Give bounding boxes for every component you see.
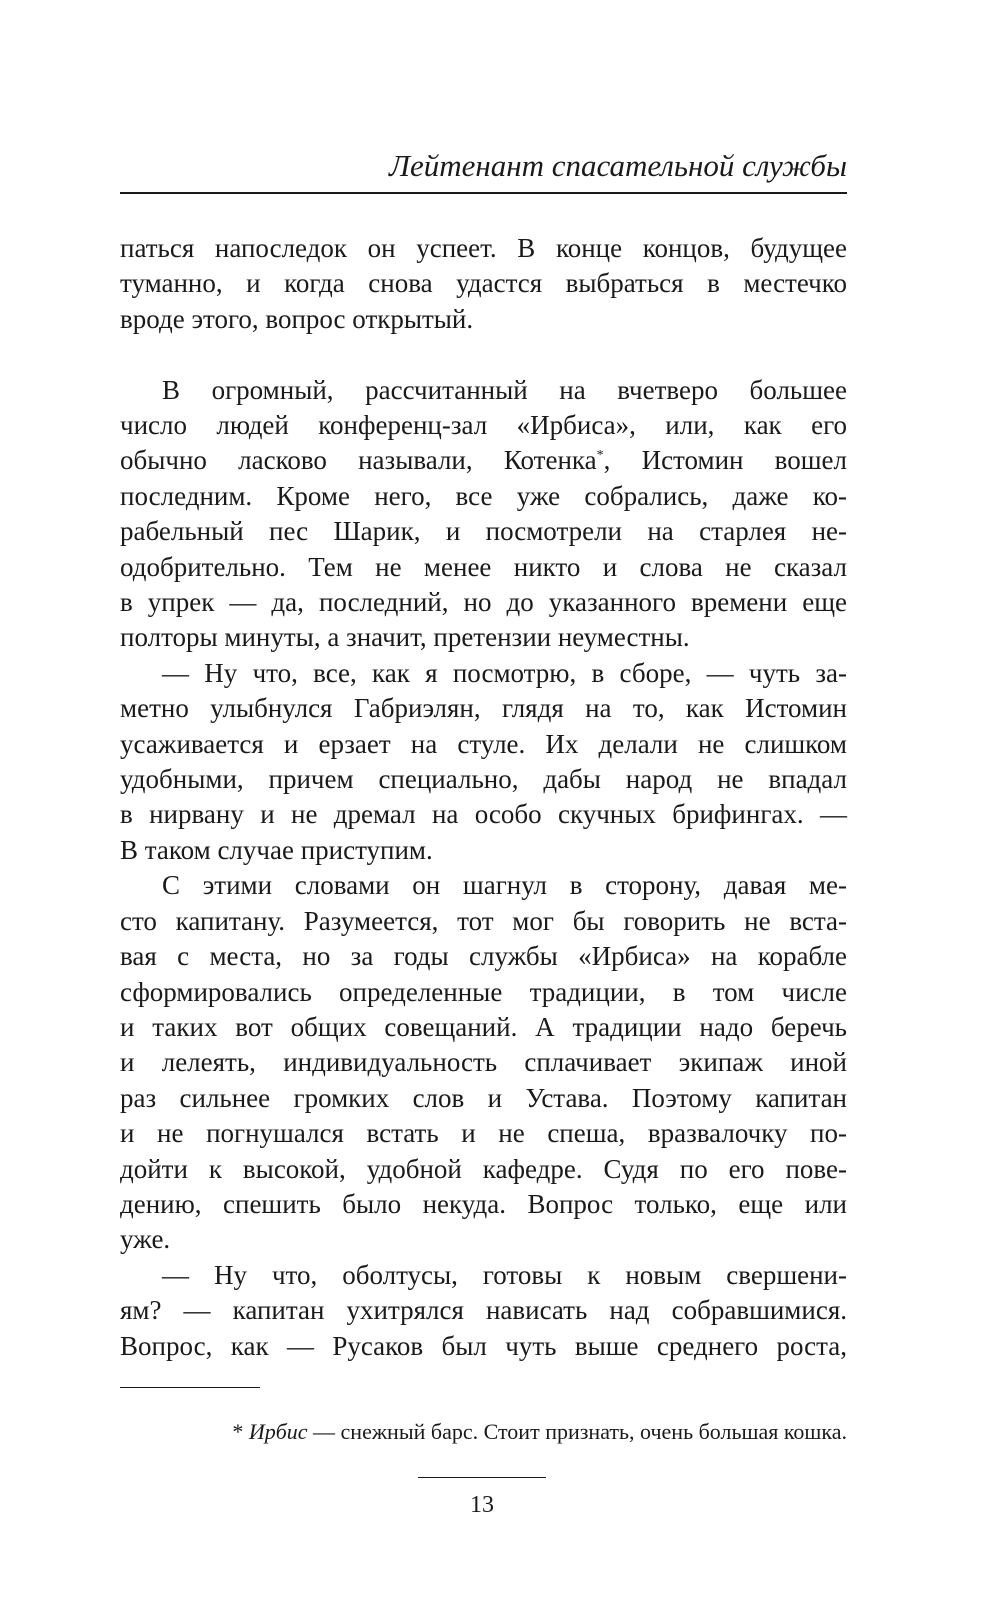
paragraph-1 [120,231,847,337]
footnote-rule [120,1387,260,1388]
footnote-term: Ирбис [248,1419,308,1444]
text-line: Вопрос, как — Русаков был чуть выше среднего роста, [120,1330,847,1361]
text-line: усаживается и ерзает на стуле. Их делали не слишком [120,728,847,759]
text-line: метно улыбнулся Габриэлян, глядя на то, как Истомин [120,693,847,724]
footnote [120,1418,847,1446]
text-line: туманно, и когда снова удастся выбраться в местечко [120,268,847,299]
footnote-text: — снежный барс. Стоит признать, очень большая кошка. [307,1419,847,1444]
text-line: дению, спешить было некуда. Вопрос только, еще или [120,1188,847,1219]
text-line: одобрительно. Тем не менее никто и слова не сказал [120,551,847,582]
text-line: сформировались определенные традиции, в том числе [120,976,847,1007]
text-line: — Ну что, все, как я посмотрю, в сборе, — чуть за- [162,657,847,688]
body-text [120,231,847,1364]
text-line: вая с места, но за годы службы «Ирбиса» на корабле [120,941,847,972]
footnote-marker: * [596,448,604,464]
text-line: последним. Кроме него, все уже собрались, даже ко- [120,480,847,511]
text-line: дойти к высокой, удобной кафедре. Судя по его пове- [120,1153,847,1184]
text-fragment: , Истомин вошел [603,445,847,476]
text-fragment: обычно ласково называли, Котенка [120,445,597,476]
text-line: и лелеять, индивидуальность сплачивает экипаж иной [120,1047,847,1078]
text-line: число людей конференц-зал «Ирбиса», или, как его [120,410,847,441]
text-line: сто капитану. Разумеется, тот мог бы говорить не вста- [120,905,847,936]
text-line: и таких вот общих совещаний. А традиции надо беречь [120,1011,847,1042]
footnote-marker: * [232,1419,244,1444]
text-line: паться напоследок он успеет. В конце концов, будущее [120,233,847,263]
text-line: в нирвану и не дремал на особо скучных брифингах. — [120,799,847,830]
text-line [120,443,847,478]
paragraph-3 [120,656,847,868]
text-line: удобными, причем специально, дабы народ не впадал [120,764,847,795]
text-line: в упрек — да, последний, но до указанного времени еще [120,587,847,618]
text-line: раз сильнее громких слов и Устава. Поэтому капитан [120,1082,847,1113]
text-line: рабельный пес Шарик, и посмотрели на старлея не- [120,516,847,547]
text-line: С этими словами он шагнул в сторону, давая ме- [162,870,847,901]
page-number: 13 [470,1492,494,1518]
text-line: вроде этого, вопрос открытый. [120,303,474,334]
text-line: В огромный, рассчитанный на вчетверо большее [162,374,847,405]
page-number-rule [418,1477,546,1478]
text-line: В таком случае приступим. [120,834,433,865]
paragraph-gap [120,337,847,372]
running-head: Лейтенант спасательной службы [388,148,847,183]
paragraph-2 [120,373,847,656]
paragraph-5 [120,1258,847,1364]
paragraph-4 [120,868,847,1257]
text-line: и не погнушался встать и не спеша, вразвалочку по- [120,1118,847,1149]
text-line: ям? — капитан ухитрялся нависать над собравшимися. [120,1295,847,1326]
text-line: уже. [120,1224,171,1255]
text-line: — Ну что, оболтусы, готовы к новым свершени- [162,1259,847,1290]
header-rule [120,192,847,194]
text-line: полторы минуты, а значит, претензии неуместны. [120,622,690,653]
